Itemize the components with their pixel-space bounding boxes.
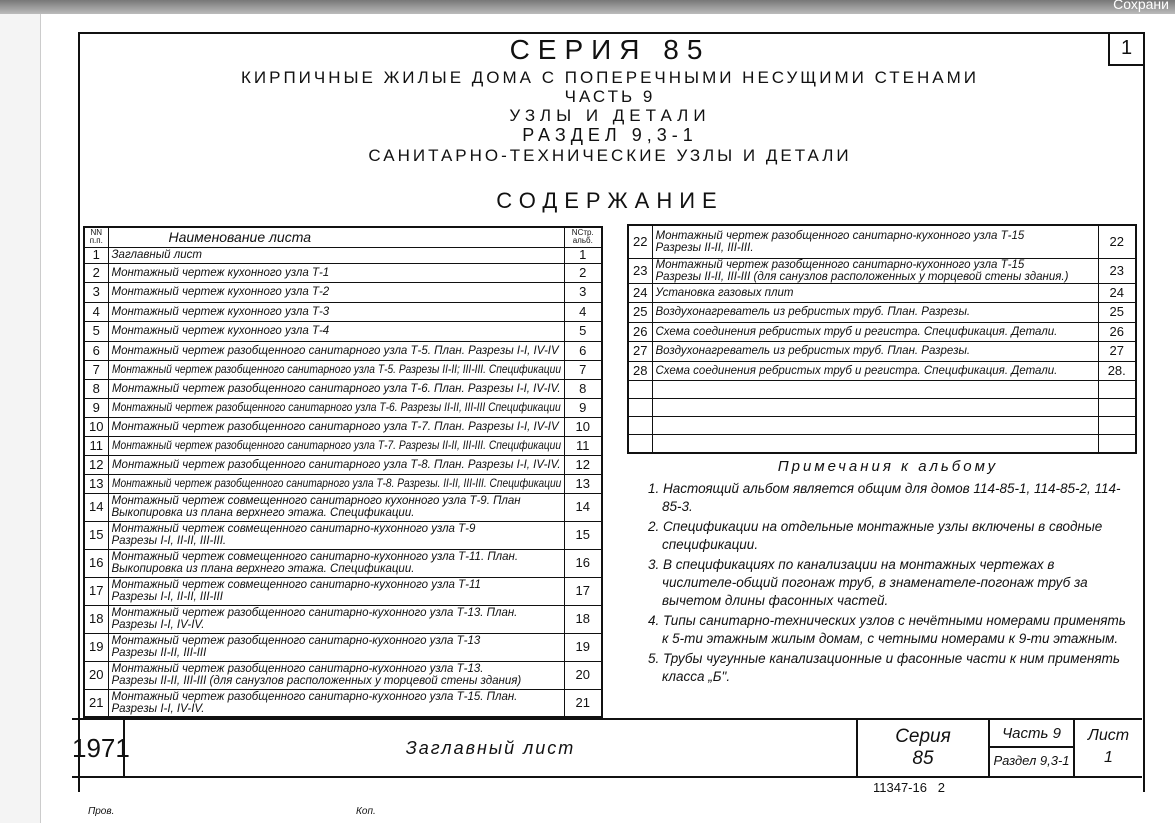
row-name-cell [108, 493, 564, 521]
toc-row [628, 361, 1136, 381]
row-name-cell [108, 521, 564, 549]
series-value: 85 [912, 748, 934, 769]
row-name-cell [108, 417, 564, 436]
contents-heading: СОДЕРЖАНИЕ [496, 188, 724, 213]
row-name: Монтажный чертеж кухонного узла Т-2 [111, 286, 330, 299]
row-name-cell [108, 379, 564, 398]
drawing-code: 11347-16 2 [873, 780, 946, 795]
contents-table-right [627, 224, 1137, 454]
row-name-cell [108, 247, 564, 263]
row-name-cell [652, 322, 1098, 342]
row-number: 9 [84, 398, 108, 417]
toc-row [84, 605, 602, 633]
row-number: 19 [84, 633, 108, 661]
row-number: 16 [84, 549, 108, 577]
row-name: Монтажный чертеж кухонного узла Т-1 [111, 266, 330, 279]
year: 1971 [72, 720, 125, 776]
note-item: 5. Трубы чугунные канализационные и фасонные части к ним применять класса „Б". [648, 651, 1120, 684]
row-page: 8 [564, 379, 602, 398]
row-name-cell [652, 342, 1098, 362]
row-name-cell [652, 258, 1098, 283]
copied-by: Коп. [356, 806, 376, 817]
row-name: Монтажный чертеж разобщенного санитарно-кухонного узла Т-15 Разрезы II-II, III-III. [655, 229, 1025, 254]
part-value: Часть 9 [990, 720, 1073, 748]
toc-row [84, 247, 602, 263]
empty-cell [652, 381, 1098, 399]
row-page: 15 [564, 521, 602, 549]
empty-cell [1098, 417, 1136, 435]
col-page: NСтр. альб. [564, 227, 602, 247]
empty-row [628, 435, 1136, 453]
contents-table-left [83, 226, 603, 718]
notes-title: Примечания к альбому [777, 458, 999, 475]
row-number: 8 [84, 379, 108, 398]
toc-row [84, 455, 602, 474]
row-name: Монтажный чертеж разобщенного санитарно-кухонного узла Т-15 Разрезы II-II, III-III (для санузлов расположенных у торцевой стены здания.) [655, 258, 1069, 283]
row-name-cell [108, 633, 564, 661]
row-number: 4 [84, 302, 108, 322]
row-name: Заглавный лист [111, 249, 202, 261]
row-page: 27 [1098, 342, 1136, 362]
sheet-label: Лист [1087, 727, 1130, 744]
row-page: 21 [564, 689, 602, 717]
row-name: Схема соединения ребристых труб и регистра. Спецификация. Детали. [655, 364, 1058, 377]
sheet-title: Заглавный лист [125, 720, 858, 776]
empty-cell [652, 399, 1098, 417]
row-name-cell [108, 398, 564, 417]
toc-row [628, 283, 1136, 303]
row-page: 13 [564, 474, 602, 493]
row-name-cell [108, 549, 564, 577]
toc-row [84, 283, 602, 303]
row-name-cell [108, 302, 564, 322]
empty-row [628, 399, 1136, 417]
series-label: Серия [895, 726, 951, 747]
row-name-cell [108, 577, 564, 605]
album-notes [648, 458, 1128, 688]
row-name-cell [108, 605, 564, 633]
row-number: 7 [84, 360, 108, 379]
toc-row [84, 417, 602, 436]
empty-row [628, 417, 1136, 435]
empty-cell [1098, 381, 1136, 399]
empty-cell [628, 381, 652, 399]
empty-cell [652, 417, 1098, 435]
row-number: 20 [84, 661, 108, 689]
row-page: 6 [564, 341, 602, 360]
row-name-cell [108, 263, 564, 283]
row-name-cell [108, 474, 564, 493]
checked-by: Пров. [88, 806, 115, 817]
toc-row [628, 225, 1136, 258]
title-block [72, 718, 1142, 778]
row-page: 9 [564, 398, 602, 417]
row-number: 2 [84, 263, 108, 283]
row-number: 25 [628, 303, 652, 323]
row-name: Монтажный чертеж разобщенного санитарного узла Т-7. Разрезы II-II, III-III. Спецификации [111, 439, 561, 452]
note-item: 1. Настоящий альбом является общим для домов 114-85-1, 114-85-2, 114-85-3. [648, 481, 1121, 514]
empty-cell [1098, 435, 1136, 453]
subtitle: УЗЛЫ И ДЕТАЛИ [509, 106, 711, 125]
row-number: 3 [84, 283, 108, 303]
row-page: 22 [1098, 225, 1136, 258]
toc-row [84, 474, 602, 493]
row-page: 20 [564, 661, 602, 689]
toc-row [84, 689, 602, 717]
row-name: Монтажный чертеж совмещенного санитарно-кухонного узла Т-9 Разрезы I-I, II-II, III-III. [111, 523, 476, 547]
row-page: 10 [564, 417, 602, 436]
row-name-cell [652, 283, 1098, 303]
note-item: 2. Спецификации на отдельные монтажные узлы включены в сводные спецификации. [648, 519, 1103, 552]
toc-row [84, 577, 602, 605]
row-number: 14 [84, 493, 108, 521]
row-page: 2 [564, 263, 602, 283]
toc-row [84, 661, 602, 689]
section-title: РАЗДЕЛ 9,3-1 [522, 125, 698, 145]
row-page: 28. [1098, 361, 1136, 381]
sheet-value: 1 [1104, 749, 1113, 766]
series-cell [858, 720, 990, 776]
toc-row [84, 341, 602, 360]
row-name: Монтажный чертеж кухонного узла Т-3 [111, 305, 330, 318]
row-number: 26 [628, 322, 652, 342]
toc-row [84, 379, 602, 398]
row-name-cell [108, 283, 564, 303]
row-number: 5 [84, 322, 108, 342]
row-name: Монтажный чертеж разобщенного санитарного узла Т-5. Разрезы II-II; III-III. Спецификации [111, 363, 561, 376]
col-name: Наименование листа [108, 227, 564, 247]
row-number: 6 [84, 341, 108, 360]
row-name: Монтажный чертеж совмещенного санитарного кухонного узла Т-9. План Выкопировка из плана верхнего этажа. Спецификации. [111, 495, 521, 519]
row-number: 21 [84, 689, 108, 717]
series-title: СЕРИЯ 85 [509, 34, 711, 65]
row-number: 28 [628, 361, 652, 381]
sheet-number: 1 [1108, 32, 1145, 66]
row-page: 16 [564, 549, 602, 577]
note-item: 3. В спецификациях по канализации на монтажных чертежах в числителе-общий погонаж труб, в знаменателе-погонаж труб за вычетом длины фасонных частей. [648, 557, 1088, 608]
empty-row [628, 381, 1136, 399]
empty-cell [1098, 399, 1136, 417]
row-name-cell [652, 225, 1098, 258]
toc-row [84, 549, 602, 577]
row-page: 19 [564, 633, 602, 661]
row-name-cell [108, 455, 564, 474]
row-name: Монтажный чертеж разобщенного санитарно-кухонного узла Т-15. План. Разрезы I-I, IV-IV. [111, 690, 518, 715]
row-name: Монтажный чертеж разобщенного санитарно-кухонного узла Т-13 Разрезы II-II, III-III [111, 635, 481, 659]
toc-row [84, 360, 602, 379]
row-name: Монтажный чертеж разобщенного санитарно-кухонного узла Т-13. План. Разрезы I-I, IV-IV. [111, 607, 518, 631]
toc-row [628, 322, 1136, 342]
viewer-toolbar [0, 0, 1175, 14]
row-name-cell [108, 689, 564, 717]
row-name: Воздухонагреватель из ребристых труб. План. Разрезы. [655, 345, 971, 358]
empty-cell [628, 435, 652, 453]
toc-row [628, 258, 1136, 283]
note-item: 4. Типы санитарно-технических узлов с нечётными номерами применять к 5-ти этажным жилым домам, с четными номерами к 9-ти этажным. [648, 613, 1126, 646]
toc-row [84, 521, 602, 549]
row-name-cell [108, 436, 564, 455]
row-name: Монтажный чертеж разобщенного санитарного узла Т-6. План. Разрезы I-I, IV-IV. [111, 382, 561, 395]
doc-title: КИРПИЧНЫЕ ЖИЛЫЕ ДОМА С ПОПЕРЕЧНЫМИ НЕСУЩИМИ СТЕНАМИ [240, 68, 979, 87]
row-number: 17 [84, 577, 108, 605]
row-number: 11 [84, 436, 108, 455]
empty-cell [628, 417, 652, 435]
row-page: 24 [1098, 283, 1136, 303]
row-page: 17 [564, 577, 602, 605]
part-cell [990, 720, 1075, 776]
row-name-cell [652, 361, 1098, 381]
row-page: 5 [564, 322, 602, 342]
row-name: Монтажный чертеж разобщенного санитарного узла Т-8. План. Разрезы I-I, IV-IV. [111, 458, 561, 471]
part-title: ЧАСТЬ 9 [564, 87, 656, 106]
row-name: Монтажный чертеж разобщенного санитарного узла Т-5. План. Разрезы I-I, IV-IV [111, 344, 559, 357]
row-name: Воздухонагреватель из ребристых труб. План. Разрезы. [655, 306, 971, 319]
row-page: 1 [564, 247, 602, 263]
row-name-cell [108, 661, 564, 689]
row-page: 12 [564, 455, 602, 474]
row-name-cell [652, 303, 1098, 323]
section-name: САНИТАРНО-ТЕХНИЧЕСКИЕ УЗЛЫ И ДЕТАЛИ [368, 146, 852, 165]
row-name-cell [108, 341, 564, 360]
row-name: Монтажный чертеж совмещенного санитарно-кухонного узла Т-11 Разрезы I-I, II-II, III-III [111, 579, 481, 603]
toc-row [84, 493, 602, 521]
empty-cell [628, 399, 652, 417]
toc-row [84, 302, 602, 322]
save-button[interactable]: Сохрани [1113, 0, 1169, 12]
row-name: Монтажный чертеж разобщенного санитарного узла Т-8. Разрезы. II-II, III-III. Спецификации [111, 477, 561, 490]
row-page: 18 [564, 605, 602, 633]
row-name: Монтажный чертеж кухонного узла Т-4 [111, 325, 330, 338]
toc-row [84, 322, 602, 342]
row-name-cell [108, 360, 564, 379]
row-name: Установка газовых плит [655, 286, 794, 299]
row-page: 4 [564, 302, 602, 322]
row-number: 18 [84, 605, 108, 633]
toc-row [84, 263, 602, 283]
row-page: 3 [564, 283, 602, 303]
toc-row [84, 398, 602, 417]
row-number: 10 [84, 417, 108, 436]
row-page: 23 [1098, 258, 1136, 283]
row-number: 1 [84, 247, 108, 263]
row-name: Схема соединения ребристых труб и регистра. Спецификация. Детали. [655, 325, 1058, 338]
row-name: Монтажный чертеж разобщенного санитарного узла Т-7. План. Разрезы I-I, IV-IV [111, 420, 559, 433]
row-name: Монтажный чертеж разобщенного санитарно-кухонного узла Т-13. Разрезы II-II, III-III (для санузлов расположенных у торцевой стены здания) [111, 663, 522, 687]
row-number: 22 [628, 225, 652, 258]
toc-row [84, 633, 602, 661]
col-no: NN п.п. [84, 227, 108, 247]
row-number: 12 [84, 455, 108, 474]
row-number: 24 [628, 283, 652, 303]
row-page: 25 [1098, 303, 1136, 323]
empty-cell [652, 435, 1098, 453]
row-number: 27 [628, 342, 652, 362]
row-page: 7 [564, 360, 602, 379]
section-value: Раздел 9,3-1 [993, 753, 1070, 768]
row-name: Монтажный чертеж совмещенного санитарно-кухонного узла Т-11. План. Выкопировка из плана верхнего этажа. Спецификации. [111, 551, 519, 575]
row-number: 23 [628, 258, 652, 283]
row-number: 15 [84, 521, 108, 549]
row-name: Монтажный чертеж разобщенного санитарного узла Т-6. Разрезы II-II, III-III Спецификации [111, 401, 561, 414]
row-page: 26 [1098, 322, 1136, 342]
row-number: 13 [84, 474, 108, 493]
row-page: 11 [564, 436, 602, 455]
toc-row [84, 436, 602, 455]
toc-row [628, 342, 1136, 362]
row-page: 14 [564, 493, 602, 521]
toc-row [628, 303, 1136, 323]
sheet-cell [1075, 720, 1142, 776]
row-name-cell [108, 322, 564, 342]
